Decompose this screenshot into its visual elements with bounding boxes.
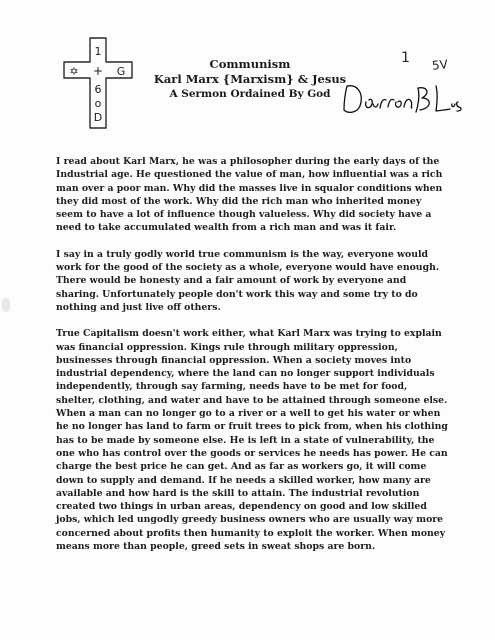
hand-drawn-cross-icon xyxy=(60,36,136,130)
cross-bottom-label-1: 6 xyxy=(94,83,102,96)
cross-top-label: 1 xyxy=(94,45,102,58)
handwritten-version-mark: 5V xyxy=(431,57,449,73)
cross-center-label: + xyxy=(92,64,104,78)
cross-bottom-label-2: o xyxy=(94,97,102,110)
cross-bottom-label-3: D xyxy=(93,111,103,124)
cross-right-label: G xyxy=(116,65,126,78)
star-of-david-icon: ✡ xyxy=(69,65,79,78)
document-body xyxy=(56,155,449,566)
document-header xyxy=(150,57,350,101)
body-paragraph-3: True Capitalism doesn't work either, what Karl Marx was trying to explain was financial oppression. Kings rule through military oppression, businesses through financial oppression. When a society moves into industrial dependency, where the land can no longer support individuals independently, through say farming, needs have to be met for food, shelter, clothing, and water and have to be attained through someone else. When a man can no longer go to a river or a well to get his water or when he no longer has land to farm or fruit trees to pick from, when his clothing has to be made by someone else. He is left in a state of vulnerability, the one who has control over the goods or services he needs has power. He can charge the best price he can get. And as far as workers go, it will come down to supply and demand. If he needs a skilled worker, how many are available and how hard is the skill to attain. The industrial revolution created two things in urban areas, dependency on good and low skilled jobs, which led ungodly greedy business owners who are usually way more concerned about profits then humanity to exploit the worker. When money means more than people, greed sets in sweat shops are born. xyxy=(56,328,448,553)
body-paragraph-1: I read about Karl Marx, he was a philosopher during the early days of the Industrial age. He questioned the value of man, how influential was a rich man over a poor man. Why did the masses live in squalor conditions when they did most of the work. Why did the rich man who inherited money seem to have a lot of influence though valueless. Why did society have a need to take accumulated wealth from a rich man and was it fair. xyxy=(56,156,443,234)
document-tagline: A Sermon Ordained By God xyxy=(169,88,331,100)
punch-hole xyxy=(2,298,10,312)
handwritten-signature xyxy=(338,80,466,120)
handwritten-page-number: 1 xyxy=(401,50,410,66)
body-paragraph-2: I say in a truly godly world true communism is the way, everyone would work for the good of the society as a whole, everyone would have enough. There would be honesty and a fair amount of work by everyone and sharing. Unfortunately people don't work this way and some try to do nothing and just live off others. xyxy=(56,248,440,313)
document-subtitle: Karl Marx {Marxism} & Jesus xyxy=(153,72,347,86)
document-title: Communism xyxy=(209,57,291,71)
